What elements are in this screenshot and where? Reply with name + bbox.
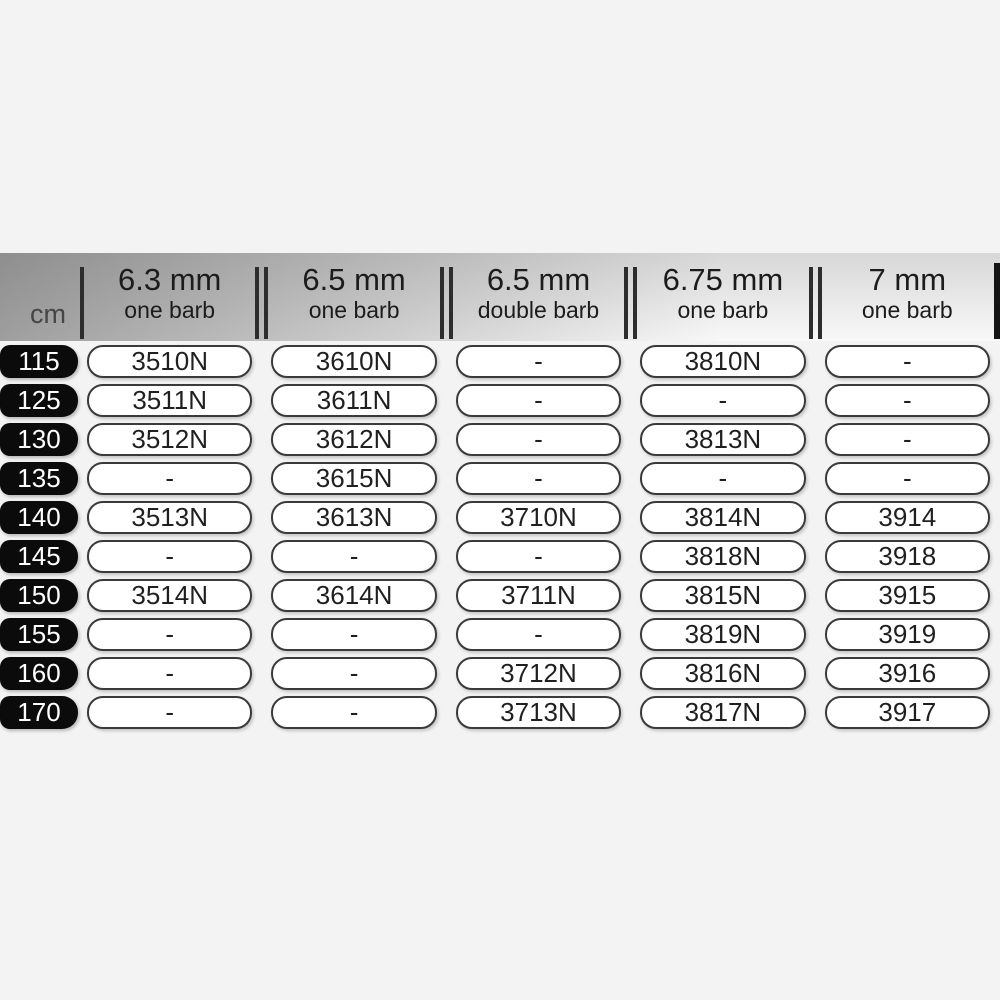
size-code-chart [0,253,1000,729]
table-row-115 [0,345,1000,378]
table-row-170 [0,696,1000,729]
code-cell: 3815N [640,579,805,612]
row-label: 145 [0,540,78,573]
column-header-6-5mm-double [453,253,624,341]
table-row-145 [0,540,1000,573]
code-cell: 3917 [825,696,990,729]
row-label: 125 [0,384,78,417]
code-cell: - [456,540,621,573]
column-size-label: 6.75 mm [662,262,784,297]
code-cell: 3614N [271,579,436,612]
code-cell: - [456,384,621,417]
code-cell: 3813N [640,423,805,456]
table-row-155 [0,618,1000,651]
code-cell: 3915 [825,579,990,612]
code-cell: - [87,657,252,690]
table-header [0,253,1000,341]
column-barb-label: one barb [124,297,216,323]
code-cell: 3612N [271,423,436,456]
code-cell: 3819N [640,618,805,651]
code-cell: - [271,696,436,729]
column-size-label: 6.3 mm [118,262,222,297]
code-cell: 3818N [640,540,805,573]
unit-label: cm [30,299,66,329]
code-cell: - [271,657,436,690]
code-cell: - [87,696,252,729]
code-cell: 3611N [271,384,436,417]
column-header-7mm [822,253,993,341]
table-row-160 [0,657,1000,690]
code-cell: - [87,540,252,573]
code-cell: 3514N [87,579,252,612]
code-cell: 3610N [271,345,436,378]
code-cell: - [825,462,990,495]
code-cell: 3712N [456,657,621,690]
row-label: 155 [0,618,78,651]
code-cell: - [271,540,436,573]
code-cell: 3814N [640,501,805,534]
column-divider-double [809,267,822,339]
row-label: 115 [0,345,78,378]
row-label: 130 [0,423,78,456]
code-cell: 3510N [87,345,252,378]
column-size-label: 7 mm [868,262,947,297]
column-divider-double [624,267,637,339]
code-cell: - [271,618,436,651]
table-row-130 [0,423,1000,456]
code-cell: - [87,618,252,651]
code-cell: 3513N [87,501,252,534]
table-row-125 [0,384,1000,417]
code-cell: - [825,423,990,456]
code-cell: 3511N [87,384,252,417]
code-cell: - [640,384,805,417]
code-cell: - [456,462,621,495]
code-cell: - [456,618,621,651]
code-cell: 3615N [271,462,436,495]
table-row-150 [0,579,1000,612]
code-cell: - [640,462,805,495]
column-barb-label: one barb [308,297,400,323]
code-cell: - [825,384,990,417]
column-barb-label: one barb [677,297,769,323]
table-row-140 [0,501,1000,534]
code-cell: 3613N [271,501,436,534]
code-cell: 3916 [825,657,990,690]
right-edge-divider [994,263,1000,339]
column-size-label: 6.5 mm [486,262,591,297]
column-divider-double [440,267,453,339]
code-cell: 3816N [640,657,805,690]
code-cell: - [456,423,621,456]
column-header-6-3mm [84,253,255,341]
code-cell: 3919 [825,618,990,651]
column-header-6-75mm [637,253,808,341]
code-cell: - [825,345,990,378]
code-cell: 3817N [640,696,805,729]
column-header-6-5mm [268,253,439,341]
row-label: 160 [0,657,78,690]
column-barb-label: double barb [477,297,600,323]
column-size-label: 6.5 mm [302,262,406,297]
row-label: 135 [0,462,78,495]
row-label: 150 [0,579,78,612]
code-cell: 3512N [87,423,252,456]
code-cell: 3914 [825,501,990,534]
table-body [0,341,1000,729]
code-cell: 3918 [825,540,990,573]
row-label: 140 [0,501,78,534]
code-cell: - [456,345,621,378]
code-cell: 3713N [456,696,621,729]
table-row-135 [0,462,1000,495]
column-barb-label: one barb [861,297,953,323]
code-cell: 3710N [456,501,621,534]
column-divider-double [255,267,268,339]
code-cell: 3810N [640,345,805,378]
row-label: 170 [0,696,78,729]
code-cell: - [87,462,252,495]
code-cell: 3711N [456,579,621,612]
